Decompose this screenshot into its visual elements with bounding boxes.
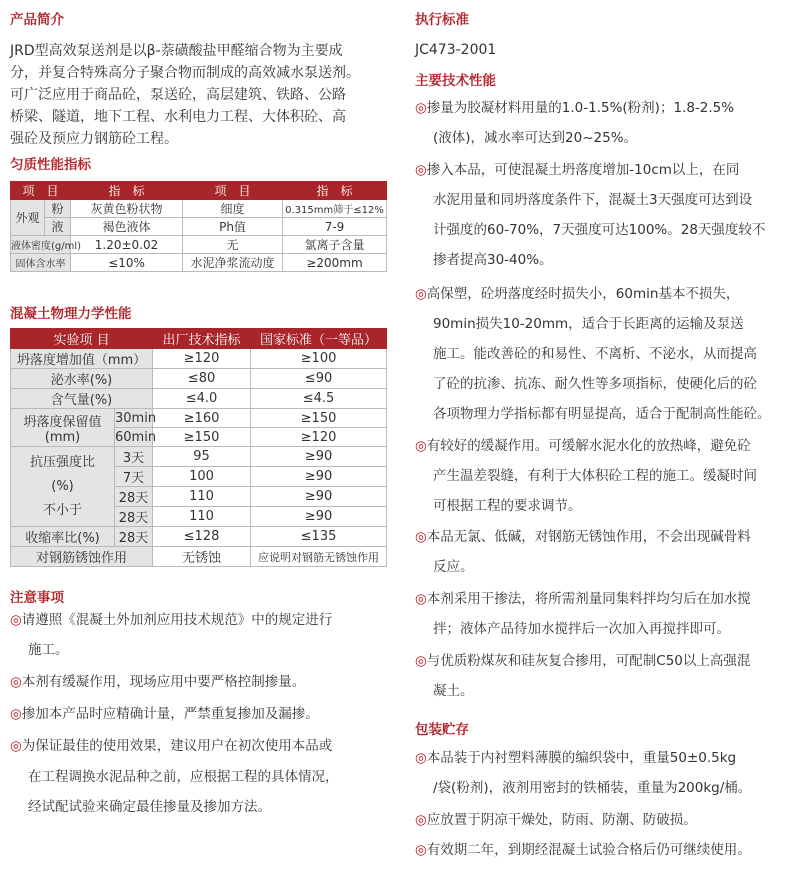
cell: ≤90 [251, 369, 387, 389]
perf-line: 本剂采用干掺法，将所需剂量同集料拌均匀后在加水搅 [426, 591, 751, 607]
note-line: 本剂有缓凝作用，现场应用中要严格控制掺量。 [21, 674, 306, 690]
perf-line: 施工。能改善砼的和易性、不离析、不泌水，从而提高 [433, 346, 757, 362]
perf-line: 本品无氯、低碱，对钢筋无锈蚀作用，不会出现碱骨料 [426, 529, 751, 545]
perf-marker: ◎ [415, 591, 427, 607]
intro-line: 分，并复合特殊高分子聚合物而制成的高效减水泵送剂。 [10, 65, 360, 81]
note-item [10, 670, 305, 690]
cell: 细度 [183, 200, 283, 218]
perf-title: 主要技术性能 [415, 73, 496, 89]
cell: 含气量(%) [11, 389, 153, 409]
cell: 3天 [115, 447, 153, 467]
perf-marker: ◎ [415, 286, 427, 302]
pack-item [415, 838, 751, 858]
cell [11, 447, 115, 527]
note-marker: ◎ [10, 706, 22, 722]
pack-line: 有效期二年，到期经混凝土试验合格后仍可继续使用。 [426, 842, 751, 858]
cell: 外观 [11, 200, 45, 236]
cell: 28天 [115, 507, 153, 527]
table-row [11, 447, 387, 467]
perf-line: 水泥用量和同坍落度条件下，混凝土3天强度可达到设 [433, 192, 753, 208]
perf-marker: ◎ [415, 438, 427, 454]
standard-title: 执行标准 [415, 12, 469, 28]
note-item [10, 734, 332, 754]
cell: 无锈蚀 [153, 547, 251, 567]
table-row [11, 527, 387, 547]
note-line: 请遵照《混凝土外加剂应用技术规范》中的规定进行 [21, 612, 333, 628]
cell: 95 [153, 447, 251, 467]
header-cell: 项 目 [183, 182, 283, 200]
uniform-table [10, 181, 387, 272]
perf-line: 高保塑，砼坍落度经时损失小，60min基本不损失， [426, 286, 740, 302]
comp-min: 不小于 [42, 502, 82, 518]
cell: 7天 [115, 467, 153, 487]
note-line: 施工。 [28, 642, 69, 658]
note-marker: ◎ [10, 674, 22, 690]
cell: 100 [153, 467, 251, 487]
cell: 无 [183, 236, 283, 254]
perf-line: 与优质粉煤灰和硅灰复合掺用，可配制C50以上高强混 [426, 653, 751, 669]
cell: ≥160 [153, 409, 251, 428]
cell: ≥150 [251, 409, 387, 428]
perf-line: (液体)，减水率可达到20~25%。 [433, 130, 638, 146]
intro-line: 桥梁、隧道，地下工程、水利电力工程、大体积砼、高 [10, 109, 346, 125]
cell: 收缩率比(%) [11, 527, 115, 547]
cell: 液 [45, 218, 71, 236]
cell: ≥90 [251, 487, 387, 507]
table-row [11, 349, 387, 369]
table-header-row [11, 329, 387, 349]
cell: ≤128 [153, 527, 251, 547]
cell: 坍落度增加值（mm） [11, 349, 153, 369]
table-row [11, 218, 387, 236]
pack-item [415, 746, 736, 766]
perf-item [415, 96, 734, 116]
intro-line: 可广泛应用于商品砼，泵送砼，高层建筑、铁路、公路 [10, 87, 346, 103]
perf-line: 反应。 [433, 559, 474, 575]
pack-marker: ◎ [415, 812, 427, 828]
cell: 水泥净浆流动度 [183, 254, 283, 272]
table-row [11, 200, 387, 218]
perf-line: 凝土。 [433, 683, 474, 699]
cell: ≥90 [251, 507, 387, 527]
cell: ≥120 [153, 349, 251, 369]
perf-line: 掺入本品，可使混凝土坍落度增加-10cm以上，在同 [426, 162, 740, 178]
perf-line: 拌；液体产品待加水搅拌后一次加入再搅拌即可。 [433, 621, 730, 637]
cell: 灰黄色粉状物 [71, 200, 183, 218]
table-row [11, 547, 387, 567]
pack-line: 本品装于内衬塑料薄膜的编织袋中，重量50±0.5kg [426, 750, 737, 766]
cell [11, 409, 115, 447]
note-marker: ◎ [10, 738, 22, 754]
cell: 粉 [45, 200, 71, 218]
cell: ≥100 [251, 349, 387, 369]
cell: ≤10% [71, 254, 183, 272]
cell: 60min [115, 429, 157, 445]
note-marker: ◎ [10, 612, 22, 628]
cell: 泌水率(%) [11, 369, 153, 389]
cell: ≤4.5 [251, 389, 387, 409]
comp-unit: (%) [51, 478, 74, 494]
standard-value: JC473-2001 [415, 42, 497, 58]
table-row [11, 254, 387, 272]
cell: 110 [153, 487, 251, 507]
cell: 氯离子含量 [283, 236, 387, 254]
table-row [11, 236, 387, 254]
perf-line: 产生温差裂缝，有利于大体积砼工程的施工。缓凝时间 [433, 468, 757, 484]
table-row [11, 389, 387, 409]
note-item [10, 702, 319, 722]
table-row [11, 409, 387, 428]
perf-line: 有较好的缓凝作用。可缓解水泥水化的放热峰，避免砼 [426, 438, 751, 454]
cell: 固体含水率 [11, 254, 71, 272]
cell: 7-9 [283, 218, 387, 236]
cell: 28天 [115, 487, 153, 507]
header-cell: 指 标 [283, 182, 387, 200]
intro-line: JRD型高效泵送剂是以β-萘磺酸盐甲醛缩合物为主要成 [10, 43, 343, 59]
cell: 0.315mm筛于≤12% [283, 200, 387, 218]
perf-line: 掺量为胶凝材料用量的1.0-1.5%(粉剂)；1.8-2.5% [426, 100, 735, 116]
cell: ≤4.0 [153, 389, 251, 409]
cell: ≥90 [251, 467, 387, 487]
cell: 对钢筋锈蚀作用 [11, 547, 153, 567]
cell: ≥120 [251, 428, 387, 447]
cell: 28天 [115, 527, 153, 547]
intro-line: 强砼及预应力钢筋砼工程。 [10, 131, 178, 147]
mech-table [10, 328, 387, 567]
perf-marker: ◎ [415, 162, 427, 178]
note-item [10, 608, 332, 628]
mech-title: 混凝土物理力学性能 [10, 306, 132, 322]
note-line: 掺加本产品时应精确计量，严禁重复掺加及漏掺。 [21, 706, 319, 722]
pack-line: /袋(粉剂)，液剂用密封的铁桶装，重量为200kg/桶。 [433, 780, 752, 796]
perf-marker: ◎ [415, 529, 427, 545]
perf-line: 各项物理力学指标都有明显提高，适合于配制高性能砼。 [433, 406, 771, 422]
cell: 褐色液体 [71, 218, 183, 236]
perf-marker: ◎ [415, 100, 427, 116]
perf-item [415, 434, 751, 454]
cell: ≤135 [251, 527, 387, 547]
perf-line: 计强度的60-70%，7天强度可达100%。28天强度较不 [433, 222, 766, 238]
note-line: 经试配试验来确定最佳掺量及掺加方法。 [28, 799, 271, 815]
cell: ≥90 [251, 447, 387, 467]
table-row [11, 369, 387, 389]
perf-item [415, 158, 739, 178]
cell: 应说明对钢筋无锈蚀作用 [251, 547, 387, 567]
retain-unit: (mm) [44, 429, 81, 445]
cell: ≤80 [153, 369, 251, 389]
cell: 110 [153, 507, 251, 527]
pack-title: 包装贮存 [415, 722, 469, 738]
header-cell: 国家标准（一等品） [251, 329, 387, 349]
header-cell: 指 标 [71, 182, 183, 200]
perf-line: 90min损失10-20mm，适合于长距离的运输及泵送 [433, 316, 744, 332]
comp-label: 抗压强度比 [29, 454, 95, 470]
perf-item [415, 649, 750, 669]
note-line: 为保证最佳的使用效果，建议用户在初次使用本品或 [21, 738, 333, 754]
notes-title: 注意事项 [10, 590, 64, 606]
retain-label: 坍落度保留值 [23, 414, 102, 430]
header-cell: 实验项 目 [11, 329, 153, 349]
header-cell: 项 目 [11, 182, 71, 200]
pack-item [415, 808, 697, 828]
perf-line: 掺者提高30-40%。 [433, 252, 553, 268]
cell: 30min [115, 410, 157, 426]
cell: 1.20±0.02 [71, 236, 183, 254]
table-header-row [11, 182, 387, 200]
perf-item [415, 282, 739, 302]
perf-item [415, 587, 751, 607]
uniform-title: 匀质性能指标 [10, 157, 91, 173]
perf-marker: ◎ [415, 653, 427, 669]
header-cell: 出厂技术指标 [153, 329, 251, 349]
pack-marker: ◎ [415, 750, 427, 766]
pack-marker: ◎ [415, 842, 427, 858]
note-line: 在工程调换水泥品种之前，应根据工程的具体情况， [28, 769, 339, 785]
perf-line: 了砼的抗渗、抗冻、耐久性等多项指标，使硬化后的砼 [433, 376, 757, 392]
cell: ≥200mm [283, 254, 387, 272]
cell: Ph值 [183, 218, 283, 236]
cell: ≥150 [153, 428, 251, 447]
perf-item [415, 525, 751, 545]
intro-title: 产品简介 [10, 12, 64, 28]
pack-line: 应放置于阴凉干燥处，防雨、防潮、防破损。 [426, 812, 697, 828]
cell: 液体密度(g/ml) [11, 236, 71, 254]
perf-line: 可根据工程的要求调节。 [433, 498, 582, 514]
